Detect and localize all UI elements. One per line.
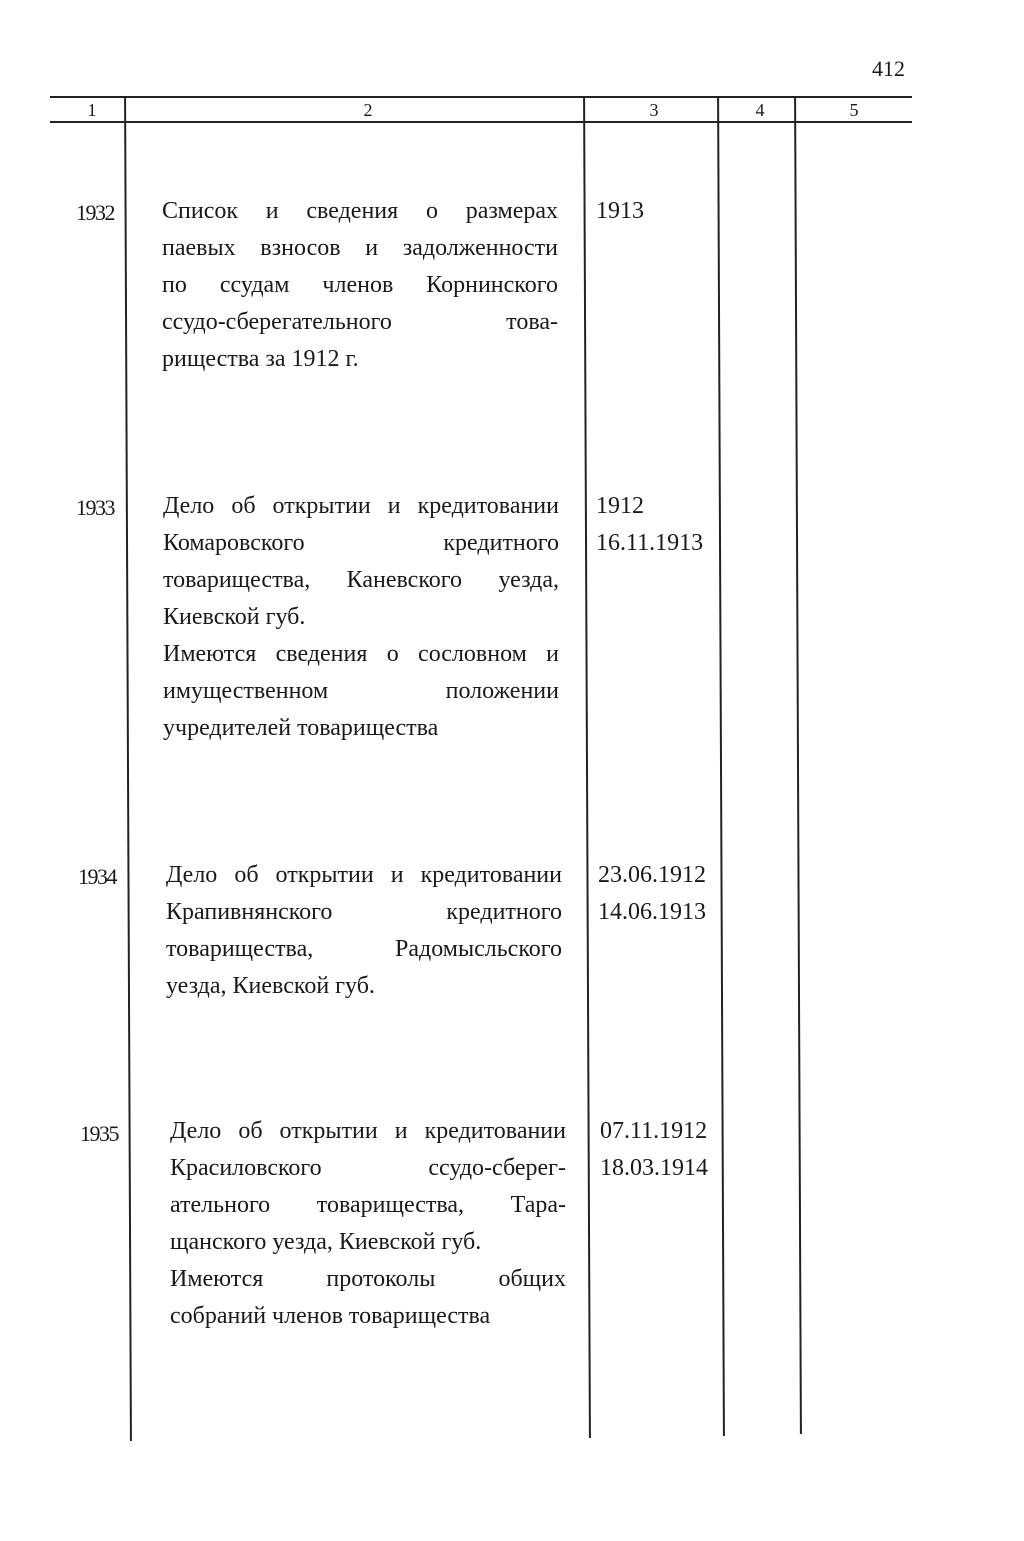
- date-value: 14.06.1913: [598, 899, 706, 925]
- column-header-1: 1: [87, 100, 97, 120]
- description-line: ательного товарищества, Тара-: [170, 1192, 566, 1218]
- page-number: 412: [872, 56, 905, 81]
- column-divider-3: [717, 96, 724, 1436]
- column-divider-4: [794, 96, 801, 1434]
- description-line: товарищества, Радомысльского: [166, 936, 562, 962]
- record-dates: [596, 488, 703, 562]
- description-line: ссудо-сберегательного това-: [162, 309, 558, 335]
- description-line: Дело об открытии и кредитовании: [170, 1118, 566, 1144]
- description-line: Имеются сведения о сословном и: [163, 641, 559, 667]
- record-number: 1935: [80, 1121, 118, 1146]
- record-dates: [598, 857, 706, 931]
- record-number: 1932: [76, 200, 114, 225]
- record-description: [166, 857, 562, 1005]
- date-value: 1912: [596, 493, 644, 519]
- header-top-rule: [50, 96, 912, 98]
- column-header-5: 5: [849, 100, 859, 120]
- column-header-2: 2: [363, 100, 373, 120]
- description-line: собраний членов товарищества: [170, 1303, 491, 1329]
- date-value: 23.06.1912: [598, 862, 706, 888]
- description-line: Киевской губ.: [163, 604, 306, 630]
- date-value: 07.11.1912: [600, 1118, 708, 1144]
- date-value: 1913: [596, 198, 644, 224]
- description-line: по ссудам членов Корнинского: [162, 272, 558, 298]
- description-line: Дело об открытии и кредитовании: [163, 493, 559, 519]
- column-header-4: 4: [755, 100, 765, 120]
- record-dates: [600, 1113, 708, 1187]
- description-line: паевых взносов и задолженности: [162, 235, 558, 261]
- column-header-3: 3: [649, 100, 659, 120]
- description-line: щанского уезда, Киевской губ.: [170, 1229, 482, 1255]
- description-line: Дело об открытии и кредитовании: [166, 862, 562, 888]
- description-line: Имеются протоколы общих: [170, 1266, 566, 1292]
- description-line: уезда, Киевской губ.: [166, 973, 375, 999]
- description-line: имущественном положении: [163, 678, 559, 704]
- date-value: 18.03.1914: [600, 1155, 708, 1181]
- description-line: Крапивнянского кредитного: [166, 899, 562, 925]
- description-line: Красиловского ссудо-сберег-: [170, 1155, 566, 1181]
- description-line: Список и сведения о размерах: [162, 198, 558, 224]
- record-dates: [596, 193, 644, 230]
- date-value: 16.11.1913: [596, 530, 704, 556]
- record-description: [170, 1113, 566, 1335]
- description-line: товарищества, Каневского уезда,: [163, 567, 559, 593]
- description-line: Комаровского кредитного: [163, 530, 559, 556]
- header-bottom-rule: [50, 121, 912, 123]
- column-divider-2: [583, 96, 590, 1438]
- record-number: 1933: [76, 495, 114, 520]
- record-number: 1934: [78, 864, 116, 889]
- description-line: рищества за 1912 г.: [162, 346, 359, 372]
- record-description: [162, 193, 558, 378]
- description-line: учредителей товарищества: [163, 715, 439, 741]
- column-divider-1: [124, 96, 131, 1441]
- record-description: [163, 488, 559, 747]
